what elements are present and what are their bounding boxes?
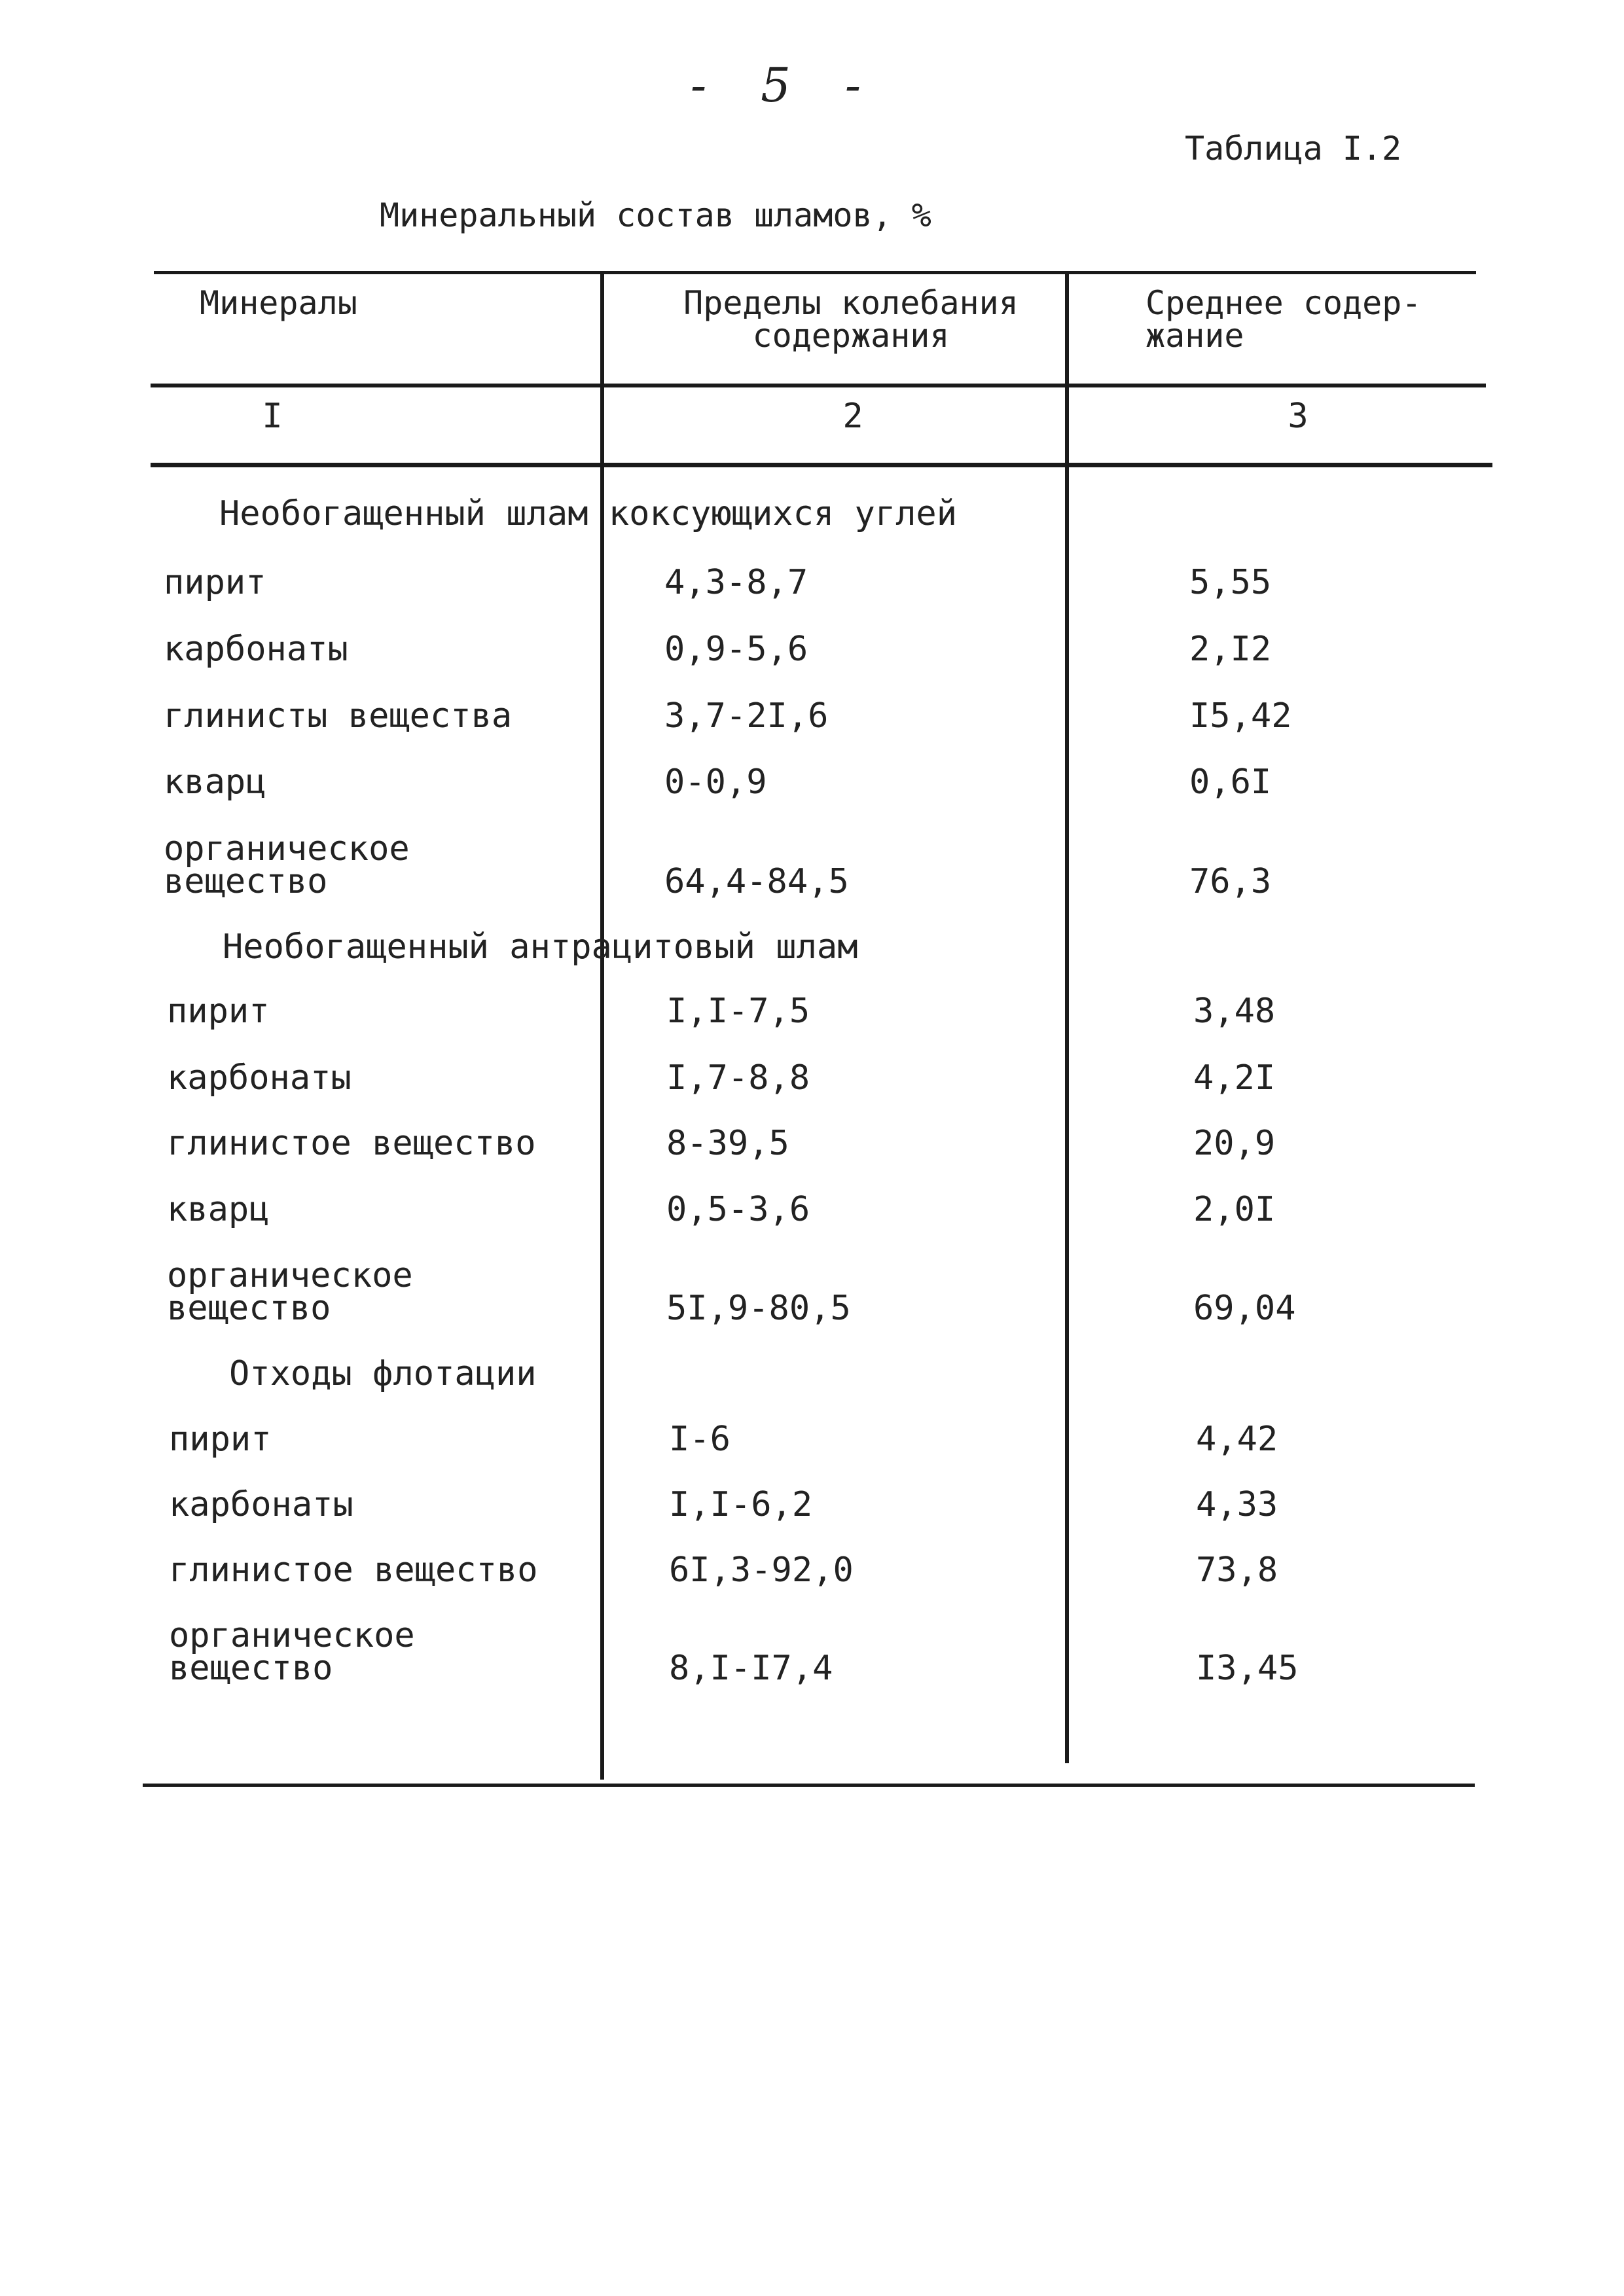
range-cell: 0-0,9 [664,762,767,802]
range-cell: 64,4-84,5 [664,862,849,901]
mineral-cell: кварц [167,1190,270,1229]
range-cell: 6I,3-92,0 [669,1551,854,1590]
mineral-cell: глинистое вещество [169,1551,538,1590]
range-cell: 5I,9-80,5 [666,1289,851,1328]
mineral-cell: карбонаты [169,1485,353,1524]
average-cell: 2,I2 [1189,630,1272,669]
table-bottom-rule [143,1784,1475,1787]
header-bottom-rule [151,384,1486,387]
range-cell: 8-39,5 [666,1124,789,1163]
table-title: Минеральный состав шламов, % [380,196,931,234]
range-cell: I-6 [669,1420,731,1459]
mineral-cell: глинистое вещество [167,1124,536,1163]
mineral-cell: карбонаты [167,1058,352,1098]
mineral-cell: органическое вещество [164,829,410,901]
range-cell: 3,7-2I,6 [664,696,829,736]
average-cell: 69,04 [1193,1289,1296,1328]
table-top-rule [154,271,1476,274]
range-cell: I,I-7,5 [666,992,810,1031]
mineral-cell: органическое вещество [169,1616,415,1688]
range-cell: I,I-6,2 [669,1485,813,1524]
range-cell: 0,9-5,6 [664,630,808,669]
average-cell: 5,55 [1189,563,1272,602]
table-label: Таблица I.2 [1185,130,1402,168]
range-cell: 0,5-3,6 [666,1190,810,1229]
group-title: Необогащенный шлам коксующихся углей [219,494,958,533]
average-cell: 4,42 [1196,1420,1278,1459]
column-divider-2 [1065,271,1069,1763]
mineral-cell: органическое вещество [167,1256,413,1328]
average-cell: 2,0I [1193,1190,1276,1229]
mineral-cell: кварц [164,762,266,802]
column-number-rule [151,463,1492,467]
page-number: - 5 - [690,58,881,113]
column-number-2: 2 [842,397,863,436]
average-cell: I5,42 [1189,696,1292,736]
column-number-1: I [262,397,283,436]
range-cell: 8,I-I7,4 [669,1649,833,1688]
range-cell: 4,3-8,7 [664,563,808,602]
average-cell: 73,8 [1196,1551,1278,1590]
mineral-cell: пирит [167,992,270,1031]
range-cell: I,7-8,8 [666,1058,810,1098]
header-average: Среднее содер- жание [1146,284,1422,355]
header-range: Пределы колебания содержания [683,284,1019,355]
average-cell: 76,3 [1189,862,1272,901]
mineral-cell: карбонаты [164,630,348,669]
header-minerals: Минералы [200,284,357,322]
average-cell: 4,33 [1196,1485,1278,1524]
average-cell: 4,2I [1193,1058,1276,1098]
average-cell: I3,45 [1196,1649,1299,1688]
average-cell: 3,48 [1193,992,1276,1031]
group-title: Отходы флотации [229,1354,537,1393]
mineral-cell: пирит [169,1420,272,1459]
mineral-cell: пирит [164,563,266,602]
group-title: Необогащенный антрацитовый шлам [223,927,858,967]
mineral-cell: глинисты вещества [164,696,513,736]
average-cell: 20,9 [1193,1124,1276,1163]
average-cell: 0,6I [1189,762,1272,802]
column-number-3: 3 [1288,397,1308,436]
